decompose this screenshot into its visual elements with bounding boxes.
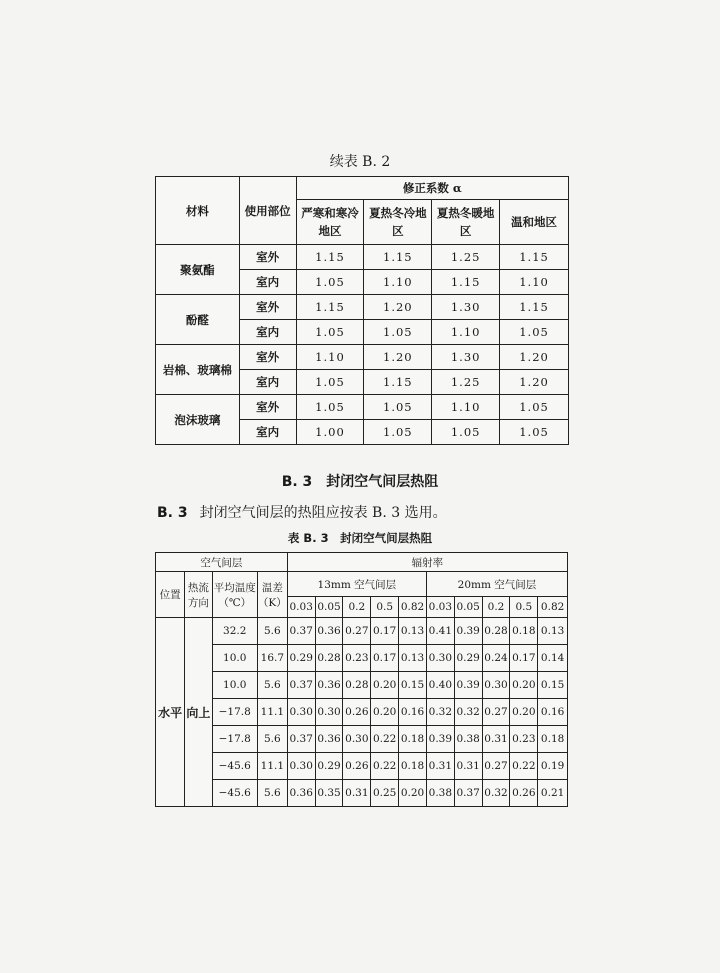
temp-diff-cell: 5.6 xyxy=(257,672,287,699)
header-position: 使用部位 xyxy=(239,177,296,245)
resistance-cell: 0.20 xyxy=(510,672,538,699)
section-paragraph xyxy=(157,502,447,522)
resistance-cell: 0.17 xyxy=(371,645,399,672)
resistance-cell: 0.17 xyxy=(371,618,399,645)
resistance-cell: 0.31 xyxy=(343,780,371,807)
resistance-cell: 0.30 xyxy=(315,699,343,726)
resistance-cell: 0.39 xyxy=(454,672,482,699)
emissivity-value: 0.5 xyxy=(510,597,538,618)
avg-temp-cell: −17.8 xyxy=(212,726,257,753)
resistance-cell: 0.18 xyxy=(510,618,538,645)
resistance-cell: 0.39 xyxy=(454,618,482,645)
resistance-cell: 0.37 xyxy=(287,672,315,699)
coef-cell: 1.05 xyxy=(296,395,364,420)
resistance-cell: 0.22 xyxy=(371,753,399,780)
resistance-cell: 0.26 xyxy=(343,699,371,726)
resistance-cell: 0.13 xyxy=(399,645,427,672)
resistance-cell: 0.32 xyxy=(426,699,454,726)
resistance-cell: 0.29 xyxy=(287,645,315,672)
resistance-cell: 0.24 xyxy=(482,645,510,672)
resistance-cell: 0.36 xyxy=(315,672,343,699)
table-b3-body xyxy=(156,618,568,807)
coef-cell: 1.10 xyxy=(432,320,500,345)
resistance-cell: 0.19 xyxy=(538,753,568,780)
paragraph-text: 封闭空气间层的热阻应按表 B. 3 选用。 xyxy=(199,505,447,521)
resistance-cell: 0.28 xyxy=(315,645,343,672)
coef-cell: 1.10 xyxy=(500,270,569,295)
header-temp-diff: 温差（K） xyxy=(257,572,287,618)
material-cell: 岩棉、玻璃棉 xyxy=(156,345,240,395)
resistance-cell: 0.32 xyxy=(482,780,510,807)
temp-diff-cell: 16.7 xyxy=(257,645,287,672)
position-cell: 水平 xyxy=(156,618,185,807)
coef-cell: 1.05 xyxy=(296,370,364,395)
resistance-cell: 0.35 xyxy=(315,780,343,807)
coef-cell: 1.15 xyxy=(500,295,569,320)
resistance-cell: 0.22 xyxy=(510,753,538,780)
coef-cell: 1.20 xyxy=(364,295,432,320)
table-row xyxy=(156,753,568,780)
heat-flow-cell: 向上 xyxy=(185,618,212,807)
resistance-cell: 0.37 xyxy=(287,726,315,753)
header-air-layer: 空气间层 xyxy=(156,553,288,572)
resistance-cell: 0.30 xyxy=(287,753,315,780)
table-b3-caption: 表 B. 3 封闭空气间层热阻 xyxy=(287,531,433,545)
resistance-cell: 0.15 xyxy=(399,672,427,699)
resistance-cell: 0.26 xyxy=(510,780,538,807)
resistance-cell: 0.18 xyxy=(399,753,427,780)
resistance-cell: 0.26 xyxy=(343,753,371,780)
table-row xyxy=(156,295,569,320)
emissivity-value: 0.2 xyxy=(343,597,371,618)
table-row xyxy=(156,699,568,726)
coef-cell: 1.05 xyxy=(500,420,569,445)
resistance-cell: 0.37 xyxy=(287,618,315,645)
paragraph-number: B. 3 xyxy=(157,505,188,521)
header-avg-temp: 平均温度（℃） xyxy=(212,572,257,618)
emissivity-value: 0.82 xyxy=(399,597,427,618)
table-row xyxy=(156,618,568,645)
header-13mm: 13mm 空气间层 xyxy=(287,572,426,597)
resistance-cell: 0.38 xyxy=(454,726,482,753)
table-row xyxy=(156,780,568,807)
resistance-cell: 0.14 xyxy=(538,645,568,672)
material-cell: 泡沫玻璃 xyxy=(156,395,240,445)
resistance-cell: 0.21 xyxy=(538,780,568,807)
resistance-cell: 0.20 xyxy=(371,699,399,726)
resistance-cell: 0.31 xyxy=(482,726,510,753)
coef-cell: 1.15 xyxy=(296,245,364,270)
resistance-cell: 0.30 xyxy=(343,726,371,753)
position-cell: 室外 xyxy=(239,345,296,370)
position-cell: 室内 xyxy=(239,420,296,445)
resistance-cell: 0.13 xyxy=(399,618,427,645)
position-cell: 室内 xyxy=(239,320,296,345)
table-row xyxy=(156,345,569,370)
resistance-cell: 0.17 xyxy=(510,645,538,672)
avg-temp-cell: −17.8 xyxy=(212,699,257,726)
coef-cell: 1.05 xyxy=(500,320,569,345)
resistance-cell: 0.30 xyxy=(287,699,315,726)
material-cell: 聚氨酯 xyxy=(156,245,240,295)
position-cell: 室内 xyxy=(239,270,296,295)
coef-cell: 1.15 xyxy=(432,270,500,295)
coef-cell: 1.15 xyxy=(364,245,432,270)
coef-cell: 1.05 xyxy=(364,420,432,445)
temp-diff-cell: 11.1 xyxy=(257,699,287,726)
position-cell: 室内 xyxy=(239,370,296,395)
table-b3 xyxy=(155,552,568,807)
table-b2-body xyxy=(156,245,569,445)
resistance-cell: 0.36 xyxy=(287,780,315,807)
emissivity-value: 0.82 xyxy=(538,597,568,618)
avg-temp-cell: −45.6 xyxy=(212,753,257,780)
coef-cell: 1.05 xyxy=(296,320,364,345)
coef-cell: 1.25 xyxy=(432,245,500,270)
section-title: B. 3 封闭空气间层热阻 xyxy=(281,474,439,490)
header-20mm: 20mm 空气间层 xyxy=(426,572,567,597)
coef-cell: 1.05 xyxy=(364,395,432,420)
resistance-cell: 0.27 xyxy=(343,618,371,645)
resistance-cell: 0.29 xyxy=(454,645,482,672)
resistance-cell: 0.30 xyxy=(426,645,454,672)
resistance-cell: 0.37 xyxy=(454,780,482,807)
resistance-cell: 0.22 xyxy=(371,726,399,753)
emissivity-value: 0.03 xyxy=(287,597,315,618)
coef-cell: 1.05 xyxy=(364,320,432,345)
resistance-cell: 0.15 xyxy=(538,672,568,699)
coef-cell: 1.25 xyxy=(432,370,500,395)
header-emissivity: 辐射率 xyxy=(287,553,567,572)
coef-cell: 1.15 xyxy=(364,370,432,395)
coef-cell: 1.20 xyxy=(500,345,569,370)
resistance-cell: 0.28 xyxy=(343,672,371,699)
resistance-cell: 0.31 xyxy=(426,753,454,780)
resistance-cell: 0.25 xyxy=(371,780,399,807)
resistance-cell: 0.20 xyxy=(371,672,399,699)
coef-cell: 1.20 xyxy=(364,345,432,370)
coef-cell: 1.05 xyxy=(296,270,364,295)
temp-diff-cell: 11.1 xyxy=(257,753,287,780)
avg-temp-cell: 32.2 xyxy=(212,618,257,645)
resistance-cell: 0.40 xyxy=(426,672,454,699)
temp-diff-cell: 5.6 xyxy=(257,726,287,753)
table-row xyxy=(156,395,569,420)
resistance-cell: 0.13 xyxy=(538,618,568,645)
header-region: 夏热冬暖地区 xyxy=(432,200,500,245)
header-region: 夏热冬冷地区 xyxy=(364,200,432,245)
material-cell: 酚醛 xyxy=(156,295,240,345)
header-coef: 修正系数 α xyxy=(296,177,568,200)
position-cell: 室外 xyxy=(239,295,296,320)
coef-cell: 1.20 xyxy=(500,370,569,395)
table-b2 xyxy=(155,176,569,445)
resistance-cell: 0.36 xyxy=(315,618,343,645)
resistance-cell: 0.18 xyxy=(399,726,427,753)
avg-temp-cell: −45.6 xyxy=(212,780,257,807)
resistance-cell: 0.30 xyxy=(482,672,510,699)
table-row xyxy=(156,245,569,270)
table-row xyxy=(156,726,568,753)
coef-cell: 1.05 xyxy=(500,395,569,420)
emissivity-value: 0.03 xyxy=(426,597,454,618)
resistance-cell: 0.38 xyxy=(426,780,454,807)
header-material: 材料 xyxy=(156,177,240,245)
header-region: 严寒和寒冷地区 xyxy=(296,200,364,245)
table-row xyxy=(156,645,568,672)
emissivity-value: 0.5 xyxy=(371,597,399,618)
avg-temp-cell: 10.0 xyxy=(212,672,257,699)
resistance-cell: 0.41 xyxy=(426,618,454,645)
resistance-cell: 0.20 xyxy=(399,780,427,807)
resistance-cell: 0.16 xyxy=(399,699,427,726)
emissivity-value: 0.05 xyxy=(315,597,343,618)
resistance-cell: 0.39 xyxy=(426,726,454,753)
emissivity-value: 0.05 xyxy=(454,597,482,618)
temp-diff-cell: 5.6 xyxy=(257,618,287,645)
table-row xyxy=(156,672,568,699)
resistance-cell: 0.28 xyxy=(482,618,510,645)
coef-cell: 1.15 xyxy=(500,245,569,270)
resistance-cell: 0.23 xyxy=(510,726,538,753)
resistance-cell: 0.27 xyxy=(482,753,510,780)
coef-cell: 1.00 xyxy=(296,420,364,445)
resistance-cell: 0.20 xyxy=(510,699,538,726)
resistance-cell: 0.36 xyxy=(315,726,343,753)
coef-cell: 1.15 xyxy=(296,295,364,320)
temp-diff-cell: 5.6 xyxy=(257,780,287,807)
coef-cell: 1.10 xyxy=(296,345,364,370)
resistance-cell: 0.31 xyxy=(454,753,482,780)
coef-cell: 1.10 xyxy=(432,395,500,420)
coef-cell: 1.30 xyxy=(432,295,500,320)
table-b2-caption: 续表 B. 2 xyxy=(329,154,391,170)
coef-cell: 1.05 xyxy=(432,420,500,445)
emissivity-value: 0.2 xyxy=(482,597,510,618)
position-cell: 室外 xyxy=(239,245,296,270)
coef-cell: 1.10 xyxy=(364,270,432,295)
header-heat-flow: 热流方向 xyxy=(185,572,212,618)
avg-temp-cell: 10.0 xyxy=(212,645,257,672)
resistance-cell: 0.27 xyxy=(482,699,510,726)
resistance-cell: 0.29 xyxy=(315,753,343,780)
header-region: 温和地区 xyxy=(500,200,569,245)
header-position: 位置 xyxy=(156,572,185,618)
resistance-cell: 0.18 xyxy=(538,726,568,753)
resistance-cell: 0.23 xyxy=(343,645,371,672)
coef-cell: 1.30 xyxy=(432,345,500,370)
resistance-cell: 0.16 xyxy=(538,699,568,726)
position-cell: 室外 xyxy=(239,395,296,420)
resistance-cell: 0.32 xyxy=(454,699,482,726)
